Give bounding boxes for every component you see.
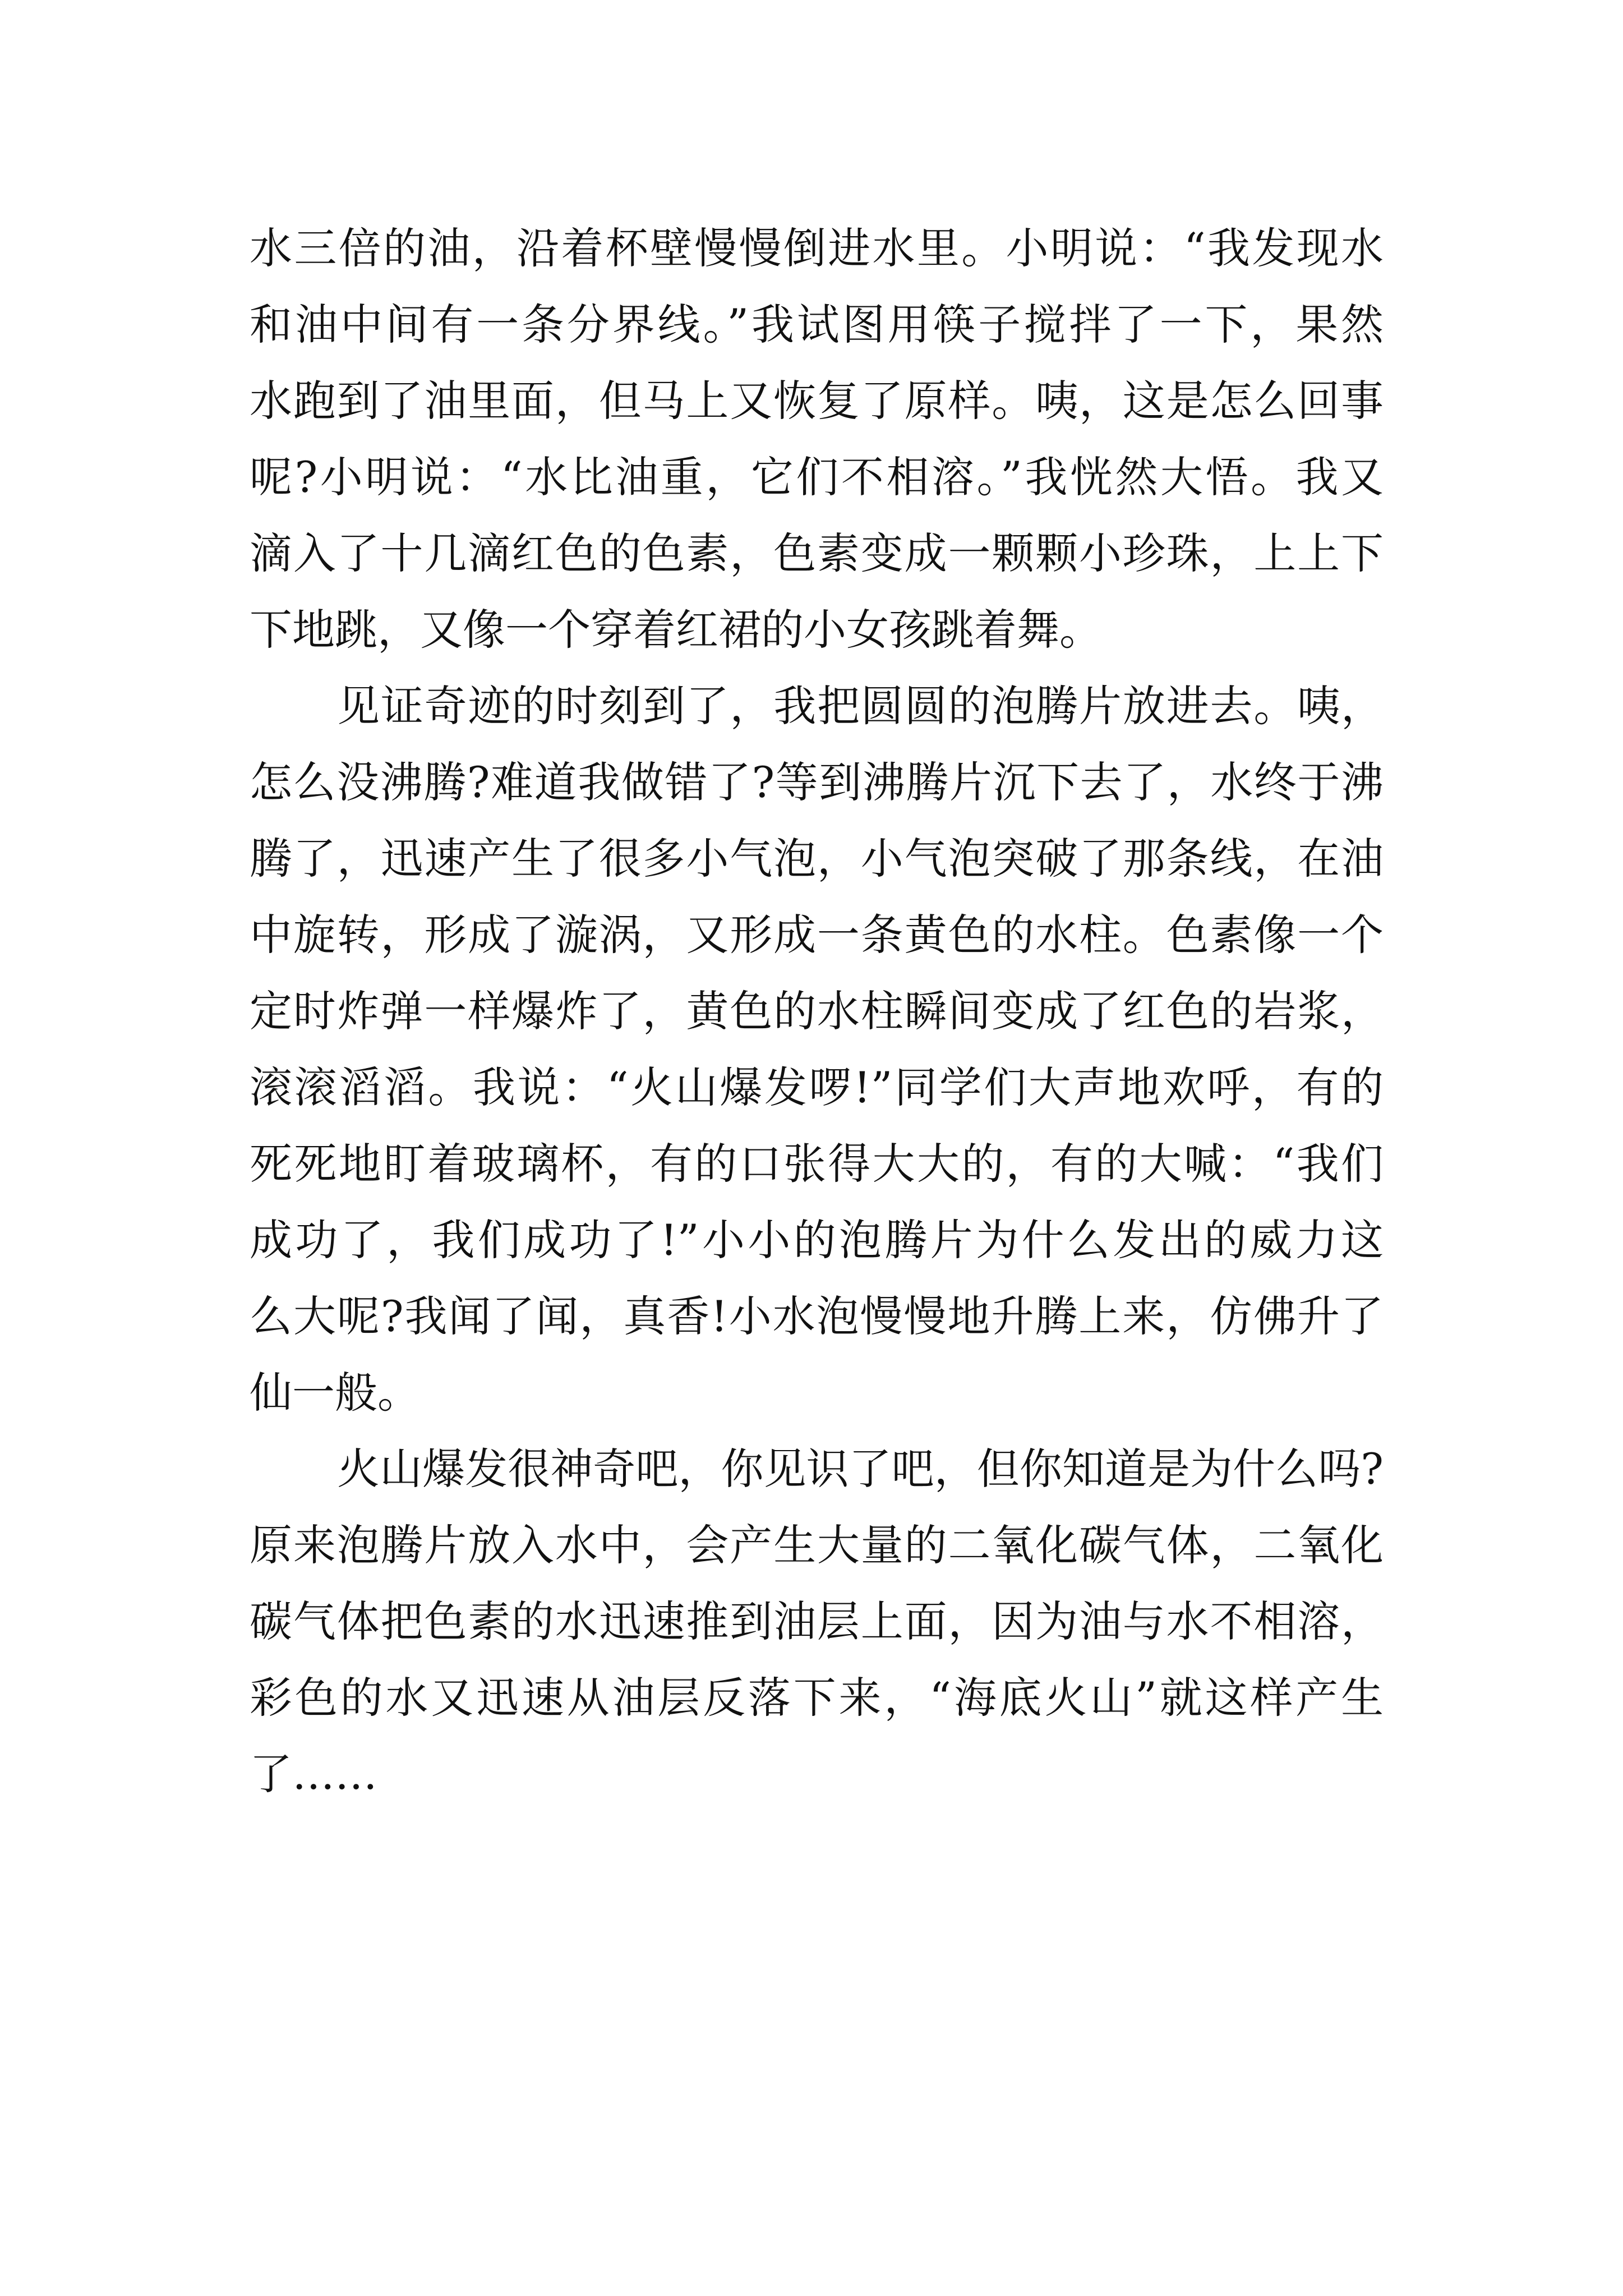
- text-line: 和油中间有一条分界线。”我试图用筷子搅拌了一下，果然: [250, 300, 1384, 349]
- text-line: 定时炸弹一样爆炸了，黄色的水柱瞬间变成了红色的岩浆，: [250, 986, 1384, 1036]
- text-line: 下地跳，又像一个穿着红裙的小女孩跳着舞。: [250, 605, 1102, 655]
- text-line: 么大呢?我闻了闻，真香!小水泡慢慢地升腾上来，仿佛升了: [250, 1291, 1384, 1341]
- text-line: 成功了，我们成功了!”小小的泡腾片为什么发出的威力这: [250, 1215, 1384, 1265]
- text-line: 见证奇迹的时刻到了，我把圆圆的泡腾片放进去。咦，: [337, 681, 1384, 731]
- text-line: 滴入了十几滴红色的色素，色素变成一颗颗小珍珠，上上下: [250, 528, 1384, 578]
- text-line: 水三倍的油，沿着杯壁慢慢倒进水里。小明说：“我发现水: [250, 223, 1384, 273]
- text-line: 水跑到了油里面，但马上又恢复了原样。咦，这是怎么回事: [250, 376, 1384, 426]
- text-line: 原来泡腾片放入水中，会产生大量的二氧化碳气体，二氧化: [250, 1520, 1384, 1570]
- text-line: 中旋转，形成了漩涡，又形成一条黄色的水柱。色素像一个: [250, 910, 1384, 960]
- text-line: 滚滚滔滔。我说：“火山爆发啰!”同学们大声地欢呼，有的: [250, 1062, 1384, 1112]
- text-line: 彩色的水又迅速从油层反落下来，“海底火山”就这样产生: [250, 1673, 1384, 1723]
- text-line: 仙一般。: [250, 1368, 420, 1418]
- text-line: 死死地盯着玻璃杯，有的口张得大大的，有的大喊：“我们: [250, 1139, 1384, 1189]
- body-text: [250, 210, 1384, 1812]
- text-line: 怎么没沸腾?难道我做错了?等到沸腾片沉下去了，水终于沸: [250, 757, 1384, 807]
- text-line: 了……: [250, 1749, 377, 1799]
- text-line: 呢?小明说：“水比油重，它们不相溶。”我恍然大悟。我又: [250, 452, 1384, 502]
- text-line: 碳气体把色素的水迅速推到油层上面，因为油与水不相溶，: [250, 1596, 1384, 1646]
- text-line: 火山爆发很神奇吧，你见识了吧，但你知道是为什么吗?: [337, 1444, 1384, 1494]
- text-line: 腾了，迅速产生了很多小气泡，小气泡突破了那条线，在油: [250, 834, 1384, 884]
